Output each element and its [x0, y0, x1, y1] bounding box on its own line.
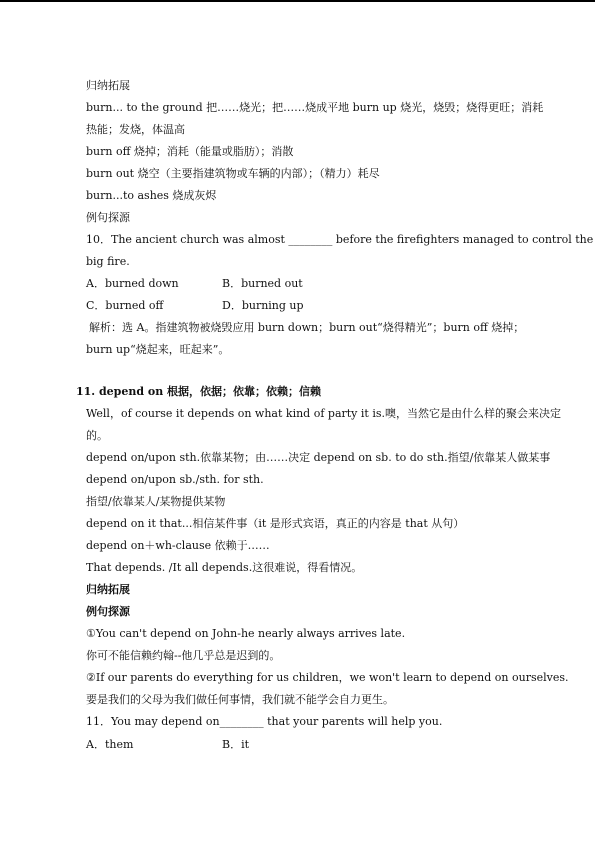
text-line: 指望/依靠某人/某物提供某物 [86, 495, 226, 508]
section-heading-examples: 例句探源 [86, 211, 130, 224]
page-top-rule [0, 0, 595, 2]
text-line: That depends. /It all depends.这很难说，得看情况。 [86, 561, 363, 574]
text-line: 热能；发烧，体温高 [86, 123, 185, 136]
example-translation: 要是我们的父母为我们做任何事情，我们就不能学会自力更生。 [86, 693, 394, 706]
example-sentence: ②If our parents do everything for us children，we won't learn to depend on ourselves. [86, 671, 569, 684]
option-c: C．burned off [86, 299, 164, 312]
analysis-line: 解析：选 A。指建筑物被烧毁应用 burn down；burn out“烧得精光”；burn off 烧掉； [89, 321, 525, 334]
option-b: B．it [222, 738, 250, 751]
question-10-stem-cont: big fire. [86, 255, 130, 268]
analysis-line: burn up“烧起来，旺起来”。 [86, 343, 230, 356]
section-heading-examples: 例句探源 [86, 605, 130, 618]
text-line: depend on＋wh-clause 依赖于…… [86, 539, 270, 552]
section-title-depend-on: 11. depend on 根据，依据；依靠；依赖；信赖 [76, 385, 322, 398]
text-line: 的。 [86, 429, 108, 442]
text-line: burn out 烧空（主要指建筑物或车辆的内部）；（精力）耗尽 [86, 167, 380, 180]
text-line: burn...to ashes 烧成灰烬 [86, 189, 217, 202]
option-b: B．burned out [222, 277, 303, 290]
text-line: Well，of course it depends on what kind of party it is.噢，当然它是由什么样的聚会来决定 [86, 407, 561, 420]
text-line: burn... to the ground 把……烧光；把……烧成平地 burn up 烧光，烧毁；烧得更旺；消耗 [86, 101, 544, 114]
question-10-stem: 10．The ancient church was almost ________ before the firefighters managed to control the [86, 233, 594, 246]
example-translation: 你可不能信赖约翰--他几乎总是迟到的。 [86, 649, 281, 662]
option-a: A．burned down [86, 277, 179, 290]
section-heading-summary: 归纳拓展 [86, 79, 130, 92]
question-11-stem: 11．You may depend on________ that your parents will help you. [86, 715, 443, 728]
option-d: D．burning up [222, 299, 304, 312]
text-line: depend on/upon sth.依靠某物；由……决定 depend on sb. to do sth.指望/依靠某人做某事 [86, 451, 551, 464]
text-line: depend on/upon sb./sth. for sth. [86, 473, 264, 486]
option-a: A．them [86, 738, 134, 751]
text-line: depend on it that...相信某件事（it 是形式宾语，真正的内容是 that 从句） [86, 517, 465, 530]
section-heading-summary: 归纳拓展 [86, 583, 130, 596]
text-line: burn off 烧掉；消耗（能量或脂肪）；消散 [86, 145, 294, 158]
example-sentence: ①You can't depend on John-he nearly always arrives late. [86, 627, 406, 640]
